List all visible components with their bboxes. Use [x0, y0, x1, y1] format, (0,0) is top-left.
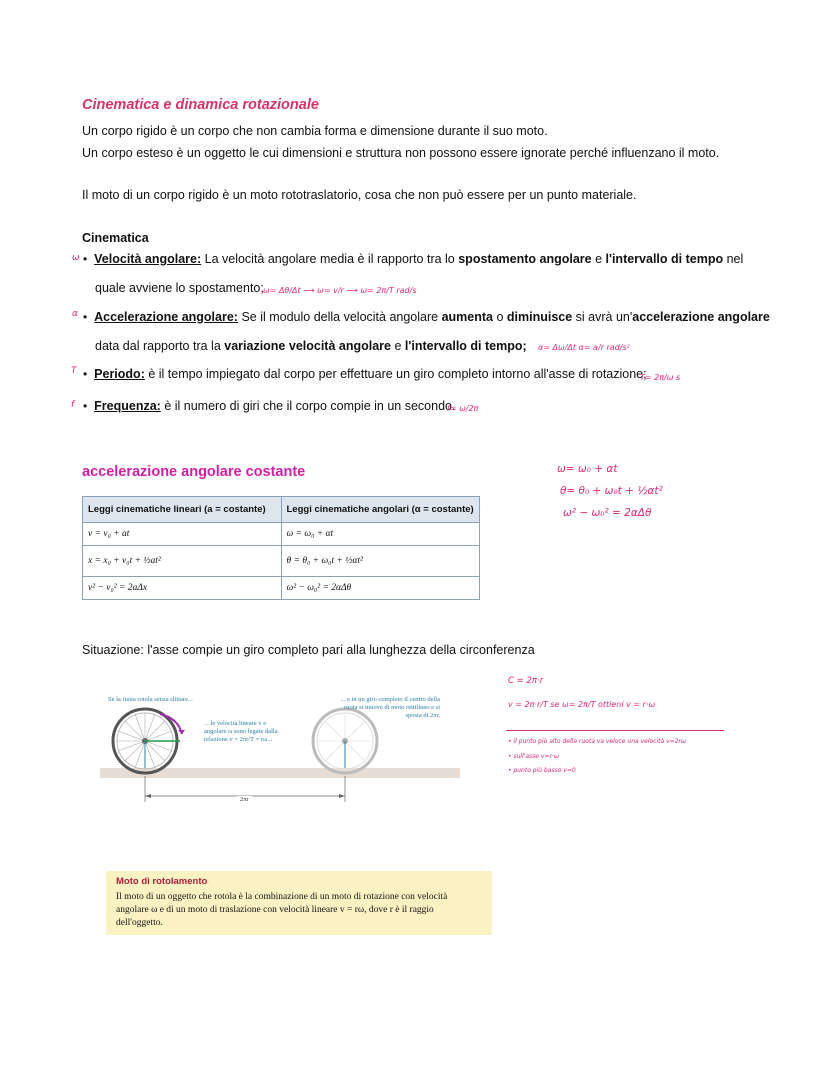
handnote-accelerazione: α= Δω/Δt α= a/r rad/s²: [538, 343, 630, 352]
table-header-row: [83, 497, 480, 523]
term-velocita-angolare: Velocità angolare:: [94, 252, 202, 266]
handnote-v: v = 2π·r/T se ω= 2π/T ottieni v = r·ω: [508, 700, 656, 709]
kinematics-table: [82, 496, 480, 600]
figure-label-mid: ... le velocità lineare v e angolare ω sono legate dalla relazione v = 2πr/T = rω...: [204, 720, 278, 743]
handnote-periodo: T= 2π/ω s: [640, 373, 681, 382]
table-cell: v = v₀ + at: [83, 523, 282, 546]
handnote-point-3: • punto più basso v=0: [508, 767, 576, 774]
table-header-linear: Leggi cinematiche lineari (a = costante): [83, 497, 282, 523]
figure-label-left: Se la ruota rotola senza slittare...: [108, 696, 193, 703]
bullet-frequenza: • Frequenza: è il numero di giri che il corpo compie in un secondo.: [83, 399, 456, 413]
margin-note-omega: ω: [72, 253, 80, 263]
table-cell: x = x₀ + v₀t + ½at²: [83, 546, 282, 577]
term-frequenza: Frequenza:: [94, 399, 161, 413]
bullet-periodo: • Periodo: è il tempo impiegato dal corpo per effettuare un giro completo intorno all'asse di rotazione;: [83, 367, 647, 381]
handnote-eq-1: ω= ω₀ + αt: [557, 463, 618, 475]
table-cell: θ = θ₀ + ω₀t + ½αt²: [281, 546, 480, 577]
intro-line-2: Un corpo esteso è un oggetto le cui dimensioni e struttura non possono essere ignorate perché influenzano il moto.: [82, 146, 720, 160]
intro-line-1: Un corpo rigido è un corpo che non cambia forma e dimensione durante il suo moto.: [82, 124, 548, 138]
section-heading-cinematica: Cinematica: [82, 231, 149, 245]
margin-note-T: T: [71, 366, 77, 376]
section-heading-acc-costante: accelerazione angolare costante: [82, 464, 306, 480]
handnote-velocita: ω= Δθ/Δt ⟶ ω= v/r ⟶ ω= 2π/T rad/s: [263, 286, 417, 295]
accelerazione-line-2: data dal rapporto tra la variazione velocità angolare e l'intervallo di tempo;: [95, 339, 527, 353]
handnote-divider: [506, 730, 724, 731]
handnote-frequenza: f= ω/2π: [447, 404, 479, 413]
figure-label-right: ... e in un giro completo il centro della ruota si muove di moto rettilineo e si sposta di 2πr.: [340, 696, 440, 719]
table-row: [83, 577, 480, 600]
page-title: Cinematica e dinamica rotazionale: [82, 97, 319, 113]
bullet-accelerazione: • Accelerazione angolare: Se il modulo della velocità angolare aumenta o diminuisce si avrà un'accelerazione angolare: [83, 310, 770, 324]
table-row: [83, 546, 480, 577]
bullet-velocita: • Velocità angolare: La velocità angolare media è il rapporto tra lo spostamento angolare e l'intervallo di tempo nel: [83, 252, 744, 266]
table-header-angular: Leggi cinematiche angolari (α = costante): [281, 497, 480, 523]
term-accelerazione-angolare: Accelerazione angolare:: [94, 310, 238, 324]
velocita-line-2: quale avviene lo spostamento;: [95, 281, 264, 295]
wheel-left: [113, 709, 185, 773]
handnote-point-1: • il punto più alto della ruota va veloce una velocità v=2rω: [508, 738, 686, 745]
margin-note-f: f: [71, 400, 75, 410]
handnote-circ: C = 2π·r: [508, 676, 544, 686]
intro-line-3: Il moto di un corpo rigido è un moto rototraslatorio, cosa che non può essere per un punto materiale.: [82, 188, 637, 202]
handnote-eq-3: ω² − ω₀² = 2αΔθ: [563, 507, 652, 519]
box-text: Il moto di un oggetto che rotola è la combinazione di un moto di rotazione con velocità angolare ω e di un moto di traslazione con velocità lineare v = rω, dove r è il raggio dell'oggetto.: [116, 892, 448, 928]
table-cell: ω² − ω₀² = 2αΔθ: [281, 577, 480, 600]
figure-distance-label: 2πr: [237, 796, 252, 804]
box-title: Moto di rotolamento: [116, 876, 208, 887]
term-periodo: Periodo:: [94, 367, 145, 381]
margin-note-alpha: α: [72, 309, 78, 319]
table-cell: v² − v₀² = 2aΔx: [83, 577, 282, 600]
handnote-point-2: • sull'asse v=r·ω: [508, 753, 559, 760]
handnote-eq-2: θ= θ₀ + ω₀t + ½αt²: [560, 485, 663, 497]
rolling-wheel-figure: [100, 690, 460, 810]
moto-rotolamento-box: [106, 871, 492, 935]
table-cell: ω = ω₀ + αt: [281, 523, 480, 546]
table-row: [83, 523, 480, 546]
situazione-text: Situazione: l'asse compie un giro completo pari alla lunghezza della circonferenza: [82, 643, 535, 657]
